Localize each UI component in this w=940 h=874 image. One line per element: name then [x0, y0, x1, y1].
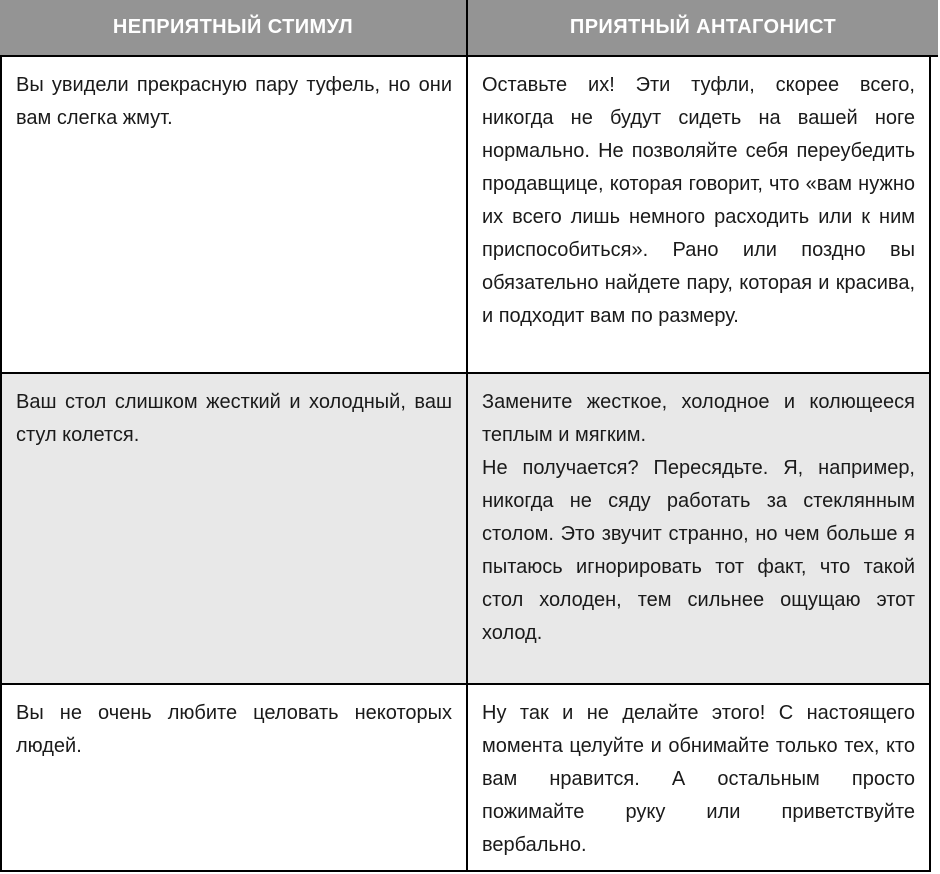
- table-header-row: [0, 0, 938, 57]
- antagonist-cell: [468, 57, 929, 372]
- header-cell-stimulus: НЕПРИЯТНЫЙ СТИМУЛ: [0, 0, 468, 55]
- table-body: [0, 57, 931, 872]
- antagonist-text: Ну так и не делайте этого! С настоящего момента целуйте и обнимайте только тех, кто вам нравится. А остальным просто пожимайте руку или приветствуйте вербально.: [482, 702, 915, 856]
- table-row: [2, 57, 929, 372]
- stimulus-cell: [2, 374, 468, 683]
- stimulus-text: Вы не очень любите целовать некоторых людей.: [16, 702, 452, 757]
- antagonist-text: Не получается? Пересядьте. Я, например, никогда не сяду работать за стеклянным столом. Это звучит странно, но чем больше я пытаюсь игнорировать тот факт, что такой стол холоден, тем сильнее ощущаю этот холод.: [482, 457, 915, 644]
- antagonist-text: Замените жесткое, холодное и колющееся теплым и мягким.: [482, 391, 915, 446]
- antagonist-cell: [468, 374, 929, 683]
- table-row: [2, 372, 929, 683]
- stimulus-text: Ваш стол слишком жесткий и холодный, ваш стул колется.: [16, 391, 452, 446]
- stimulus-text: Вы увидели прекрасную пару туфель, но они вам слегка жмут.: [16, 74, 452, 129]
- stimulus-cell: [2, 685, 468, 870]
- header-cell-antagonist: ПРИЯТНЫЙ АНТАГОНИСТ: [468, 0, 938, 55]
- antagonist-cell: [468, 685, 929, 870]
- antagonist-text: Оставьте их! Эти туфли, скорее всего, никогда не будут сидеть на вашей ноге нормально. Не позволяйте себя переубедить продавщице, которая говорит, что «вам нужно их всего лишь немного расходить или к ним приспособиться». Рано или поздно вы обязательно найдете пару, которая и красива, и подходит вам по размеру.: [482, 74, 915, 327]
- stimulus-cell: [2, 57, 468, 372]
- table-row: [2, 683, 929, 870]
